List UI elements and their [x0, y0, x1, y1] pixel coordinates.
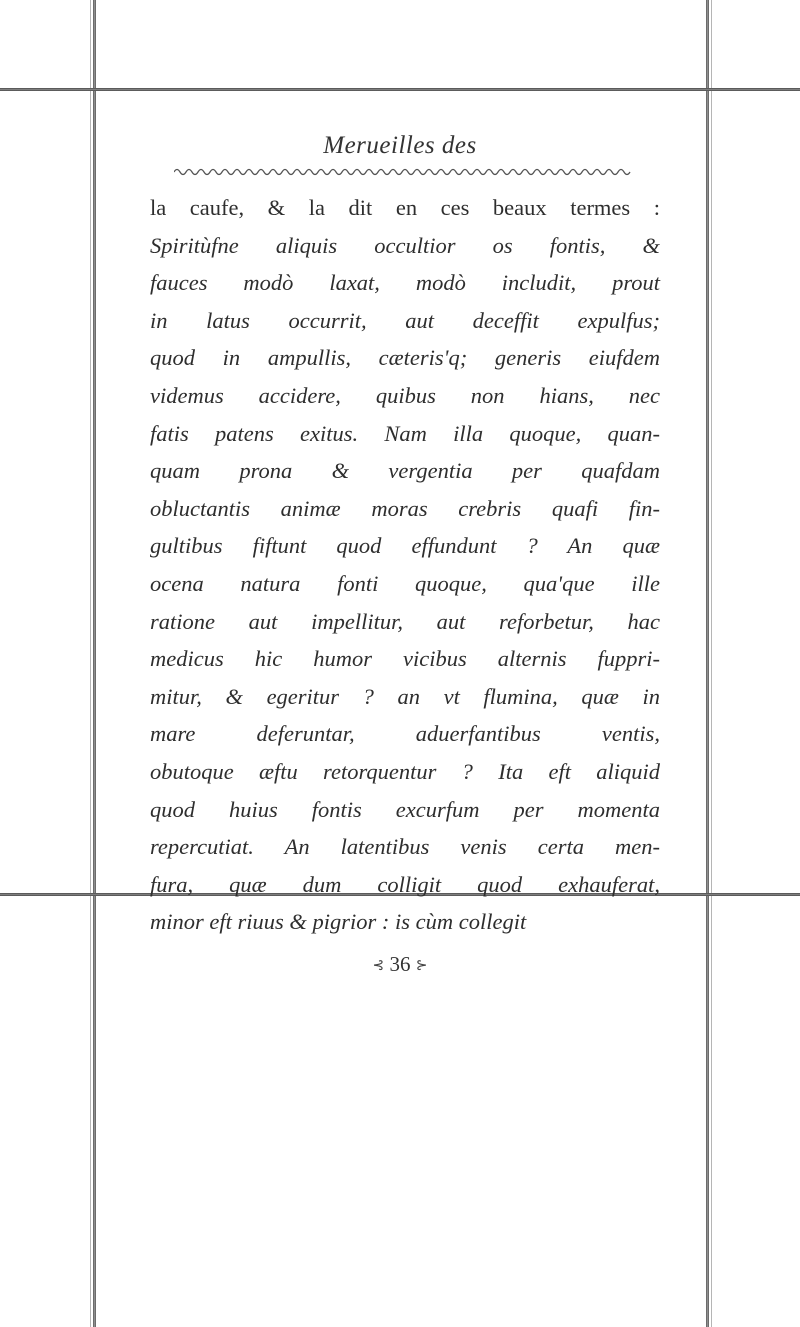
text-line: la caufe, & la dit en ces beaux termes : [150, 195, 660, 220]
text-line: obutoque æftu retorquentur ? Ita eft aliquid [150, 758, 660, 784]
frame-rule-right-outer [711, 0, 712, 1327]
text-line: gultibus fiftunt quod effundunt ? An quæ [150, 533, 660, 559]
text-line: Spiritùfne aliquis occultior os fontis, & [150, 232, 660, 258]
text-line: in latus occurrit, aut deceffit expulfus; [150, 307, 660, 333]
text-line: ratione aut impellitur, aut reforbetur, hac [150, 608, 660, 634]
folio-left-ornament: ⊰ [372, 958, 385, 974]
text-line: quod in ampullis, cæteris'q; generis eiufdem [150, 345, 660, 371]
frame-rule-top [0, 88, 800, 91]
text-line: fura, quæ dum colligit quod exhauferat, [150, 871, 660, 897]
frame-rule-left-outer [90, 0, 91, 1327]
body-text [150, 189, 660, 941]
text-line: mitur, & egeritur ? an vt flumina, quæ in [150, 683, 660, 709]
text-line: medicus hic humor vicibus alternis fuppri- [150, 646, 660, 672]
frame-rule-right [706, 0, 709, 1327]
text-line: mare deferuntar, aduerfantibus ventis, [150, 721, 660, 747]
running-head: Merueilles des [323, 132, 477, 159]
text-line: obluctantis animæ moras crebris quafi fin- [150, 495, 660, 521]
page-number [0, 952, 800, 977]
text-line: videmus accidere, quibus non hians, nec [150, 382, 660, 408]
text-line: quod huius fontis excurfum per momenta [150, 796, 660, 822]
text-line: repercutiat. An latentibus venis certa men- [150, 834, 660, 860]
text-line: quam prona & vergentia per quafdam [150, 458, 660, 484]
text-line: minor eft riuus & pigrior : is cùm collegit [150, 909, 527, 935]
page-number-value: 36 [389, 952, 411, 976]
text-line: fauces modò laxat, modò includit, prout [150, 270, 660, 296]
wavy-rule-ornament-icon [174, 166, 632, 178]
text-line: ocena natura fonti quoque, qua'que ille [150, 570, 660, 596]
folio-right-ornament: ⊱ [415, 958, 428, 974]
text-line: fatis patens exitus. Nam illa quoque, quan- [150, 420, 660, 446]
frame-rule-left [93, 0, 96, 1327]
